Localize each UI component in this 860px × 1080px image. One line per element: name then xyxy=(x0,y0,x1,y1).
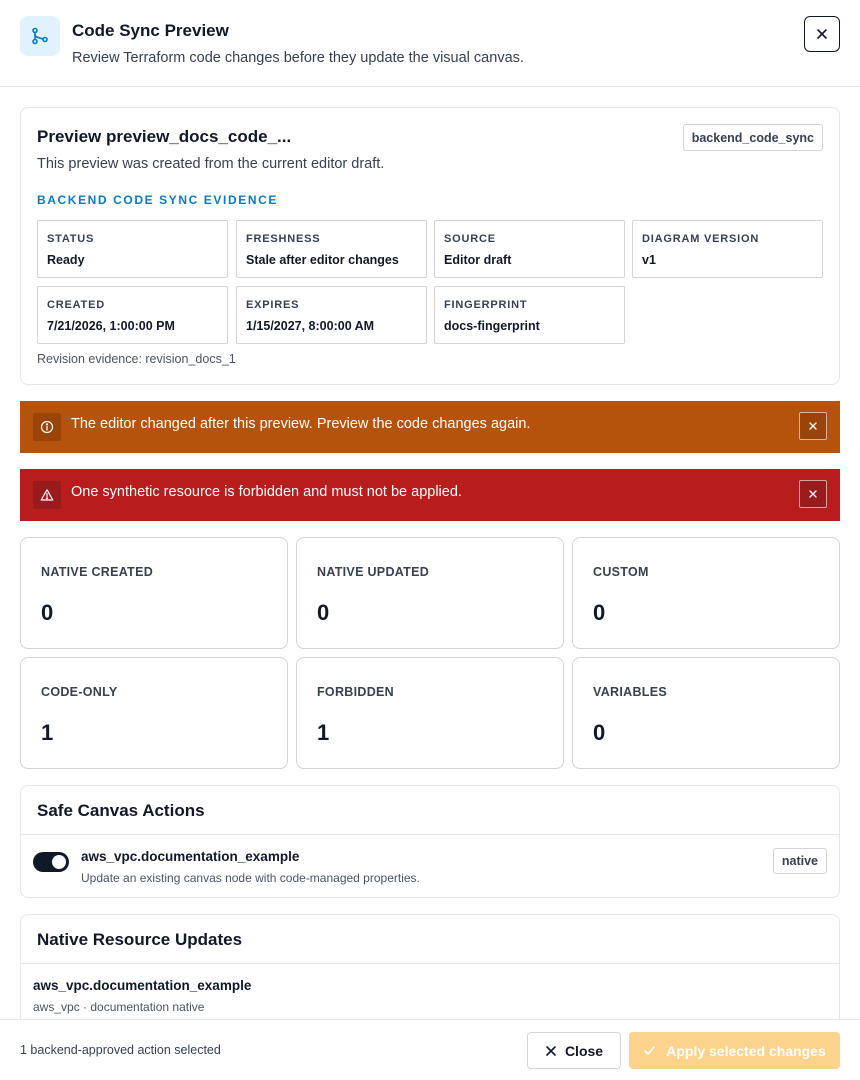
apply-selected-changes-button[interactable] xyxy=(629,1032,840,1069)
preview-title: Preview preview_docs_code_... xyxy=(37,127,292,146)
sync-source-badge: backend_code_sync xyxy=(683,124,823,151)
git-branch-icon xyxy=(20,16,60,56)
stat-native-created xyxy=(20,537,288,649)
stat-native-updated xyxy=(296,537,564,649)
safe-canvas-actions-panel xyxy=(20,785,840,898)
stat-label: NATIVE CREATED xyxy=(41,565,154,579)
field-value: v1 xyxy=(642,253,656,267)
preview-evidence-card xyxy=(20,107,840,385)
forbidden-resource-alert xyxy=(20,469,840,521)
alert-message: One synthetic resource is forbidden and must not be applied. xyxy=(71,484,462,500)
field-status xyxy=(37,220,228,278)
stat-value: 1 xyxy=(317,720,330,745)
field-created xyxy=(37,286,228,344)
close-button[interactable] xyxy=(527,1032,621,1069)
stat-custom xyxy=(572,537,840,649)
field-label: CREATED xyxy=(47,299,105,311)
apply-button-label: Apply selected changes xyxy=(666,1042,826,1059)
panel-title: Safe Canvas Actions xyxy=(21,786,839,835)
dialog-header xyxy=(0,0,860,87)
stat-forbidden xyxy=(296,657,564,769)
stat-label: NATIVE UPDATED xyxy=(317,565,430,579)
close-icon xyxy=(808,421,818,431)
field-value: 7/21/2026, 1:00:00 PM xyxy=(47,319,175,333)
native-resource-name: aws_vpc.documentation_example xyxy=(33,978,252,993)
dialog-footer xyxy=(0,1019,860,1080)
field-value: 1/15/2027, 8:00:00 AM xyxy=(246,319,375,333)
panel-title: Native Resource Updates xyxy=(21,915,839,964)
field-label: FRESHNESS xyxy=(246,233,321,245)
action-description: Update an existing canvas node with code-managed properties. xyxy=(81,871,420,885)
field-value: Stale after editor changes xyxy=(246,253,399,267)
field-source xyxy=(434,220,625,278)
field-expires xyxy=(236,286,427,344)
native-resource-updates-panel xyxy=(20,914,840,1034)
field-label: SOURCE xyxy=(444,233,496,245)
check-icon xyxy=(643,1044,656,1057)
close-icon xyxy=(808,489,818,499)
dialog-title: Code Sync Preview xyxy=(72,21,229,40)
stat-value: 0 xyxy=(41,600,54,625)
stat-value: 0 xyxy=(593,600,606,625)
info-circle-icon xyxy=(33,413,61,441)
field-label: DIAGRAM VERSION xyxy=(642,233,760,245)
stat-value: 0 xyxy=(317,600,330,625)
stat-label: CUSTOM xyxy=(593,565,649,579)
selection-status: 1 backend-approved action selected xyxy=(20,1043,221,1057)
field-label: FINGERPRINT xyxy=(444,299,528,311)
field-value: docs-fingerprint xyxy=(444,319,540,333)
alert-message: The editor changed after this preview. Preview the code changes again. xyxy=(71,416,531,432)
field-fingerprint xyxy=(434,286,625,344)
close-icon xyxy=(816,28,828,40)
evidence-section-label: BACKEND CODE SYNC EVIDENCE xyxy=(37,193,278,207)
field-value: Ready xyxy=(47,253,85,267)
dismiss-error-button[interactable] xyxy=(799,480,827,508)
stat-label: VARIABLES xyxy=(593,685,668,699)
preview-description: This preview was created from the current editor draft. xyxy=(37,156,385,172)
stat-label: CODE-ONLY xyxy=(41,685,118,699)
close-icon xyxy=(545,1045,557,1057)
dismiss-warning-button[interactable] xyxy=(799,412,827,440)
close-dialog-button[interactable] xyxy=(804,16,840,52)
field-freshness xyxy=(236,220,427,278)
action-resource-name: aws_vpc.documentation_example xyxy=(81,849,300,864)
resource-kind-badge: native xyxy=(773,848,827,874)
toggle-knob xyxy=(52,855,66,869)
revision-evidence: Revision evidence: revision_docs_1 xyxy=(37,352,236,366)
alert-triangle-icon xyxy=(33,481,61,509)
field-label: STATUS xyxy=(47,233,95,245)
stat-value: 0 xyxy=(593,720,606,745)
action-toggle[interactable] xyxy=(33,852,69,872)
stale-preview-alert xyxy=(20,401,840,453)
stat-label: FORBIDDEN xyxy=(317,685,395,699)
field-label: EXPIRES xyxy=(246,299,300,311)
dialog-subtitle: Review Terraform code changes before they update the visual canvas. xyxy=(72,50,524,66)
field-diagram-version xyxy=(632,220,823,278)
native-resource-meta: aws_vpc · documentation native xyxy=(33,1000,205,1014)
stat-value: 1 xyxy=(41,720,54,745)
close-button-label: Close xyxy=(564,1042,604,1059)
field-value: Editor draft xyxy=(444,253,512,267)
stat-variables xyxy=(572,657,840,769)
stat-code-only xyxy=(20,657,288,769)
